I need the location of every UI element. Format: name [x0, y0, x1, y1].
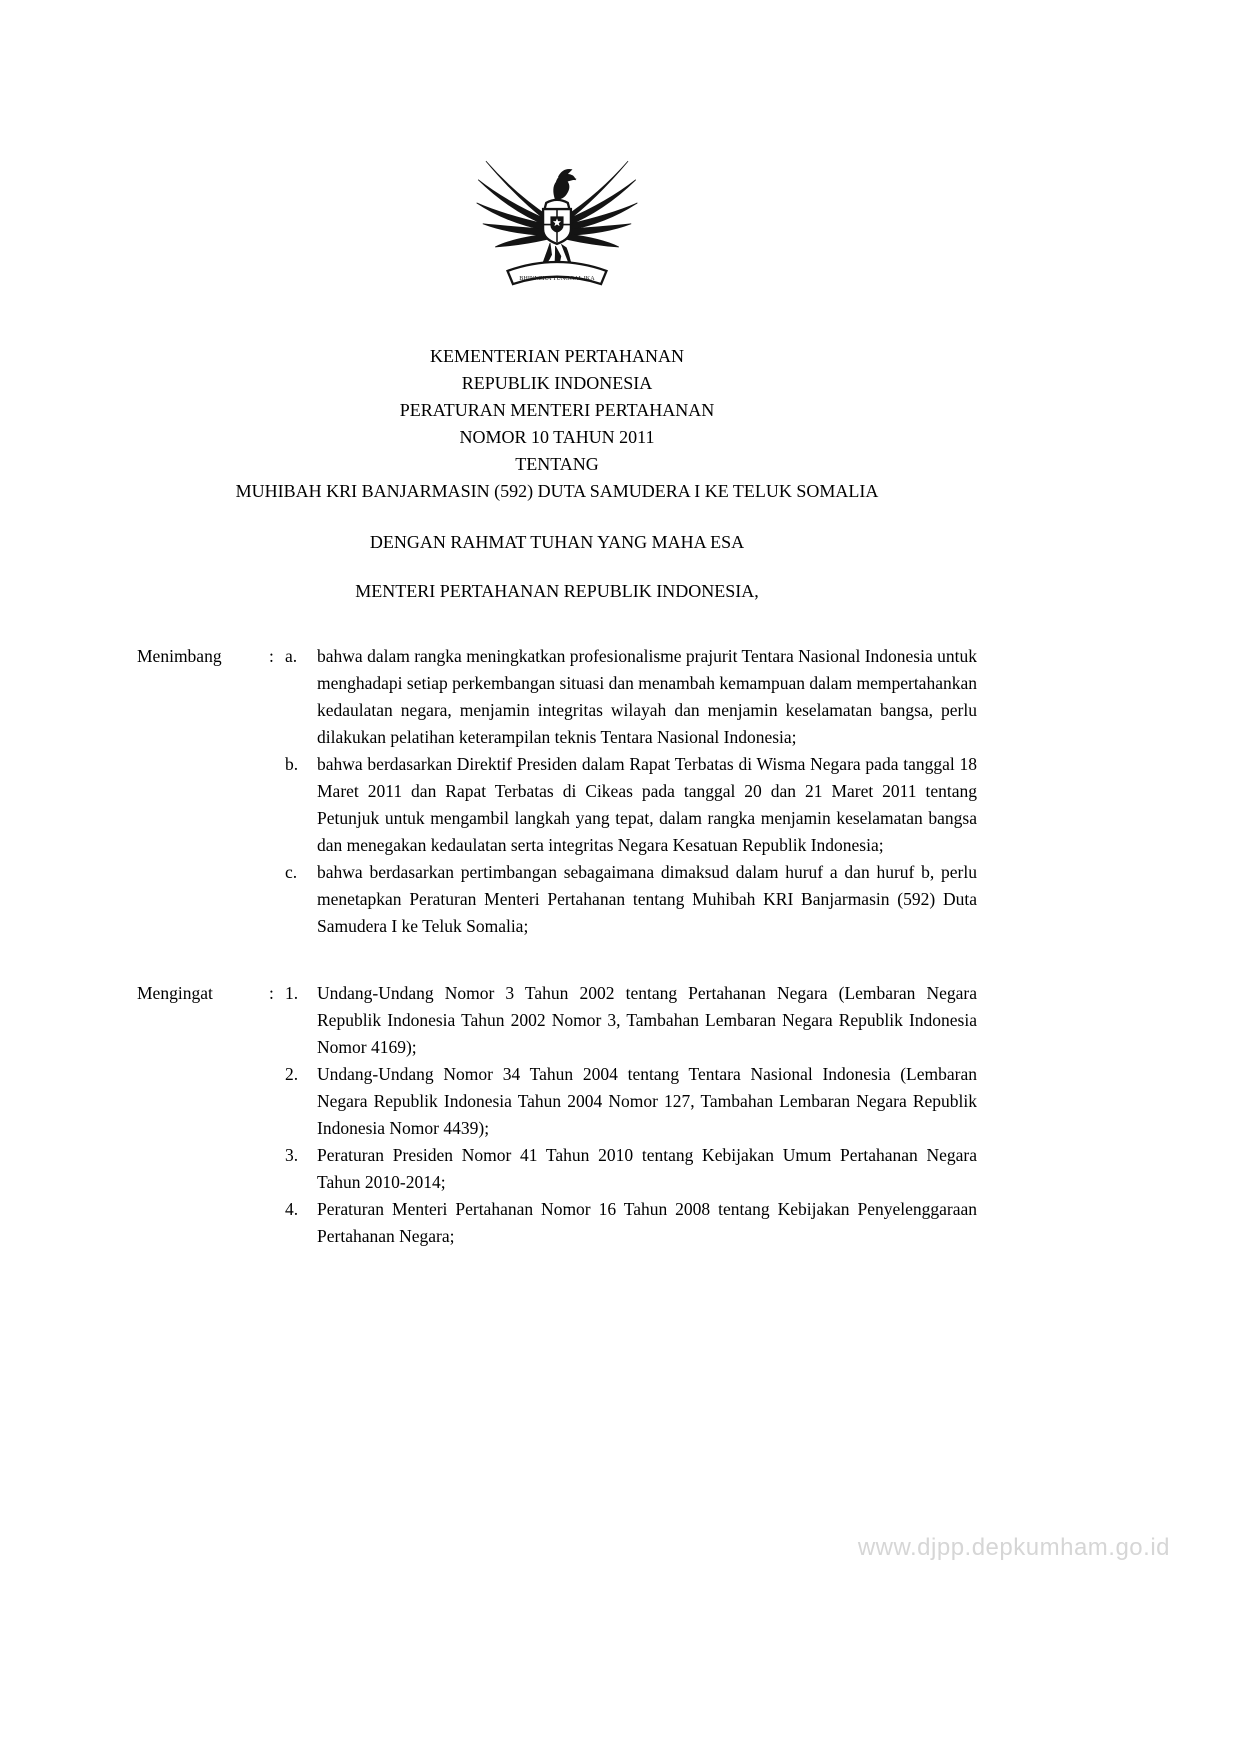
- item-text: bahwa berdasarkan Direktif Presiden dalam Rapat Terbatas di Wisma Negara pada tanggal 18 Maret 2011 dan Rapat Terbatas di Cikeas pada tanggal 20 dan 21 Maret 2011 tentang Petunjuk untuk mengambil langkah yang tepat, dalam rangka menjamin keselamatan bangsa dan menegakan kedaulatan serta integritas Negara Kesatuan Republik Indonesia;: [317, 754, 977, 855]
- item-marker: 4.: [285, 1199, 299, 1219]
- considering-section: [137, 643, 977, 940]
- garuda-emblem-icon: [471, 138, 643, 308]
- item-text: Peraturan Menteri Pertahanan Nomor 16 Tahun 2008 tentang Kebijakan Penyelenggaraan Pertahanan Negara;: [317, 1199, 977, 1246]
- considering-item-b: [285, 751, 977, 859]
- invocation-line: DENGAN RAHMAT TUHAN YANG MAHA ESA: [369, 532, 745, 552]
- considering-item-a: [285, 643, 977, 751]
- item-text: Undang-Undang Nomor 3 Tahun 2002 tentang Pertahanan Negara (Lembaran Negara Republik Indonesia Tahun 2002 Nomor 3, Tambahan Lembaran Negara Republik Indonesia Nomor 4169);: [317, 983, 977, 1057]
- authority-line: MENTERI PERTAHANAN REPUBLIK INDONESIA,: [355, 581, 759, 601]
- considering-colon: :: [269, 646, 274, 666]
- recalling-label: Mengingat: [137, 983, 213, 1003]
- recalling-colon: :: [269, 983, 274, 1003]
- item-text: Undang-Undang Nomor 34 Tahun 2004 tentang Tentara Nasional Indonesia (Lembaran Negara Republik Indonesia Tahun 2004 Nomor 127, Tambahan Lembaran Negara Republik Indonesia Nomor 4439);: [317, 1064, 977, 1138]
- emblem-motto-text: BHINNEKA TUNGGAL IKA: [519, 275, 595, 283]
- recalling-section: [137, 980, 977, 1250]
- title-line-subject: MUHIBAH KRI BANJARMASIN (592) DUTA SAMUDERA I KE TELUK SOMALIA: [235, 481, 879, 501]
- recalling-item-4: [285, 1196, 977, 1250]
- item-text: bahwa dalam rangka meningkatkan profesionalisme prajurit Tentara Nasional Indonesia untuk menghadapi setiap perkembangan situasi dan menambah kemampuan dalam mempertahankan kedaulatan negara, menjamin integritas wilayah dan menjamin keselamatan bangsa, perlu dilakukan pelatihan keterampilan teknis Tentara Nasional Indonesia;: [317, 646, 977, 747]
- item-marker: 3.: [285, 1145, 299, 1165]
- title-block: [137, 343, 977, 505]
- considering-label: Menimbang: [137, 646, 222, 666]
- item-text: bahwa berdasarkan pertimbangan sebagaimana dimaksud dalam huruf a dan huruf b, perlu menetapkan Peraturan Menteri Pertahanan tentang Muhibah KRI Banjarmasin (592) Duta Samudera I ke Teluk Somalia;: [317, 862, 977, 936]
- item-marker: 2.: [285, 1064, 299, 1084]
- recalling-item-2: [285, 1061, 977, 1142]
- item-marker: c.: [285, 862, 298, 882]
- watermark: www.djpp.depkumham.go.id: [857, 1534, 1170, 1561]
- title-line-number: NOMOR 10 TAHUN 2011: [459, 427, 655, 447]
- title-line-about: TENTANG: [515, 454, 599, 474]
- item-text: Peraturan Presiden Nomor 41 Tahun 2010 tentang Kebijakan Umum Pertahanan Negara Tahun 2010-2014;: [317, 1145, 977, 1192]
- title-line-ministry: KEMENTERIAN PERTAHANAN: [430, 346, 684, 366]
- item-marker: 1.: [285, 983, 299, 1003]
- recalling-item-3: [285, 1142, 977, 1196]
- considering-item-c: [285, 859, 977, 940]
- recalling-items: [285, 980, 977, 1250]
- considering-items: [285, 643, 977, 940]
- item-marker: b.: [285, 754, 299, 774]
- title-line-regulation: PERATURAN MENTERI PERTAHANAN: [399, 400, 715, 420]
- emblem-container: [137, 138, 977, 313]
- title-line-republic: REPUBLIK INDONESIA: [461, 373, 653, 393]
- item-marker: a.: [285, 646, 298, 666]
- recalling-item-1: [285, 980, 977, 1061]
